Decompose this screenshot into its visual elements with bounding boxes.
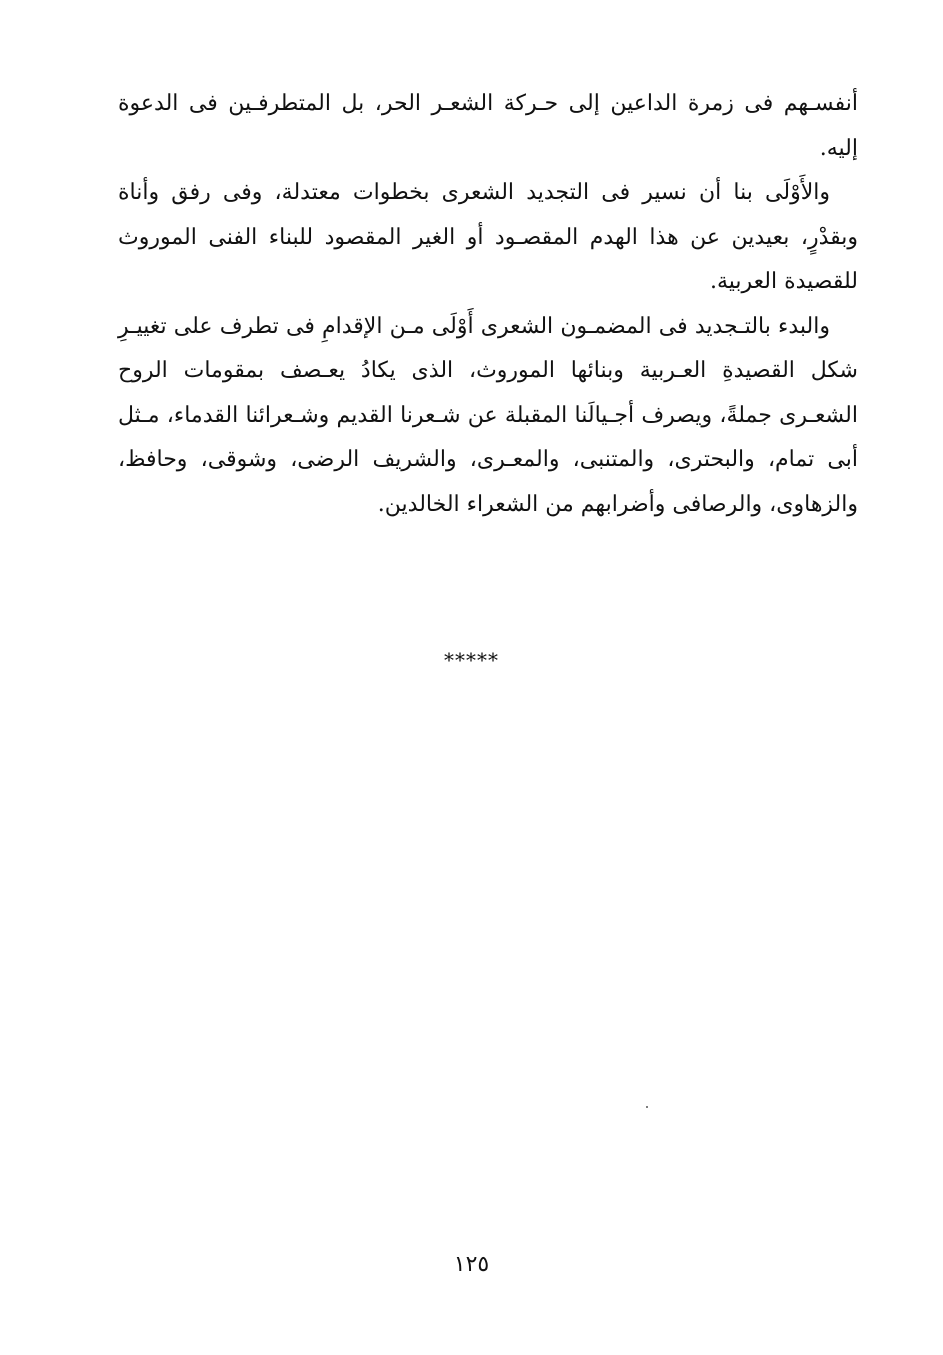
scan-speck — [646, 1106, 648, 1108]
body-text — [118, 82, 858, 527]
paragraph-1: أنفسـهم فى زمرة الداعين إلى حـركة الشعـر الحر، بل المتطرفـين فى الدعوة إليه. — [118, 91, 858, 161]
paragraph-3: والبدء بالتـجديد فى المضمـون الشعرى أَوْلَى مـن الإقدامِ فى تطرف على تغييـرِ شكل القصيدةِ العـربية وبنائها الموروث، الذى يكادُ يعـصف بمقومات الروح الشعـرى جملةً، ويصرف أجـيالَنا المقبلة عن شـعرنا القديم وشـعرائنا القدماء، مـثل أبى تمام، والبحترى، والمتنبى، والمعـرى، والشريف الرضى، وشوقى، وحافظ، والزهاوى، والرصافى وأضرابهم من الشعراء الخالدين. — [118, 313, 858, 517]
paragraph-2: والأَوْلَى بنا أن نسير فى التجديد الشعرى بخطوات معتدلة، وفى رفق وأناة وبقدْرٍ، بعيدين عن هذا الهدم المقصـود أو الغير المقصود للبناء الفنى الموروث للقصيدة العربية. — [118, 180, 858, 294]
section-separator: ***** — [444, 648, 499, 672]
page-number: ١٢٥ — [453, 1252, 490, 1277]
